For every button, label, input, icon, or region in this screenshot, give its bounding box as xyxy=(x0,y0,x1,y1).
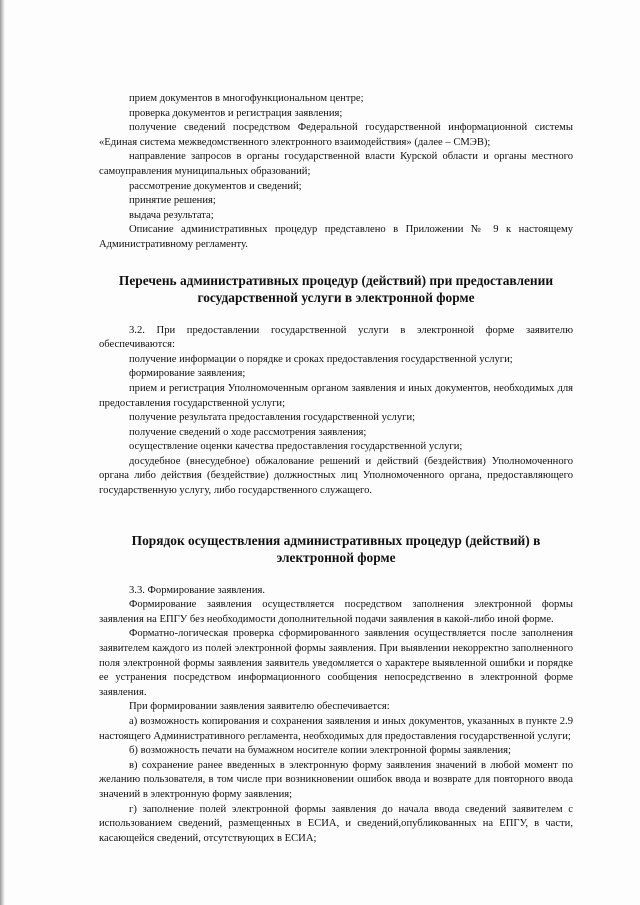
document-content xyxy=(99,92,573,846)
list-item: формирование заявления; xyxy=(129,368,246,380)
procedure-item: проверка документов и регистрация заявления; xyxy=(129,107,343,119)
paragraph: б) возможность печати на бумажном носителе копии электронной формы заявления; xyxy=(129,745,511,757)
list-item: получение информации о порядке и сроках предоставления государственной услуги; xyxy=(129,353,513,365)
paragraph: Формирование заявления осуществляется посредством заполнения электронной формы заявления на ЕПГУ без необходимости дополнительной подачи заявления в какой-либо иной форме. xyxy=(99,599,573,625)
scan-edge xyxy=(0,0,5,905)
procedure-item: прием документов в многофункциональном центре; xyxy=(129,93,364,104)
procedure-item: выдача результата; xyxy=(129,209,214,221)
paragraph: При формировании заявления заявителю обеспечивается: xyxy=(129,701,390,713)
section-heading-electronic-procedures: Перечень административных процедур (действий) при предоставлении государственной услуги в электронной форме xyxy=(118,272,554,305)
paragraph: в) сохранение ранее введенных в электронную форму заявления значений в любой момент по желанию пользователя, в том числе при возникновении ошибок ввода и возврате для повторного ввода значений в электронную форму заявления; xyxy=(99,759,573,800)
procedure-description: Описание административных процедур представлено в Приложении № 9 к настоящему Административному регламенту. xyxy=(99,224,573,250)
paragraph: г) заполнение полей электронной формы заявления до начала ввода сведений заявителем с использованием сведений, размещенных в ЕСИА, и сведений,опубликованных на ЕПГУ, в части, касающейся сведений, отсутствующих в ЕСИА; xyxy=(99,803,573,844)
list-item: прием и регистрация Уполномоченным органом заявления и иных документов, необходимых для предоставления государственной услуги; xyxy=(99,382,573,409)
section-procedures-list xyxy=(99,92,573,253)
procedure-item: направление запросов в органы государственной власти Курской области и органы местного самоуправления муниципальных образований; xyxy=(99,151,573,177)
paragraph: 3.3. Формирование заявления. xyxy=(129,584,266,596)
section-3-3 xyxy=(99,584,573,847)
paragraph-intro: 3.2. При предоставлении государственной услуги в электронной форме заявителю обеспечиваются: xyxy=(99,324,573,351)
list-item: получение результата предоставления государственной услуги; xyxy=(129,412,416,424)
section-3-2 xyxy=(99,324,573,499)
procedure-item: принятие решения; xyxy=(129,195,216,207)
list-item: досудебное (внесудебное) обжалование решений и действий (бездействия) Уполномоченного органа либо действия (бездействие) должностных лиц Уполномоченного органа, предоставляющего государственную услугу, либо государственного служащего. xyxy=(99,455,573,497)
procedure-item: рассмотрение документов и сведений; xyxy=(129,180,302,192)
list-item: получение сведений о ходе рассмотрения заявления; xyxy=(129,426,367,438)
paragraph: Форматно-логическая проверка сформированного заявления осуществляется после заполнения заявителем каждого из полей электронной формы заявления. При выявлении некорректно заполненного поля электронной формы заявления заявитель уведомляется о характере выявленной ошибки и порядке ее устранения посредством информационного сообщения непосредственно в электронной форме заявления. xyxy=(99,628,573,698)
paragraph: а) возможность копирования и сохранения заявления и иных документов, указанных в пункте 2.9 настоящего Административного регламента, необходимых для предоставления государственной услуги; xyxy=(99,716,573,742)
section-heading-procedure-order: Порядок осуществления административных процедур (действий) в электронной форме xyxy=(131,532,541,565)
procedure-item: получение сведений посредством Федеральной государственной информационной системы «Единая система межведомственного электронного взаимодействия» (далее – СМЭВ); xyxy=(99,122,573,148)
list-item: осуществление оценки качества предоставления государственной услуги; xyxy=(129,441,463,453)
